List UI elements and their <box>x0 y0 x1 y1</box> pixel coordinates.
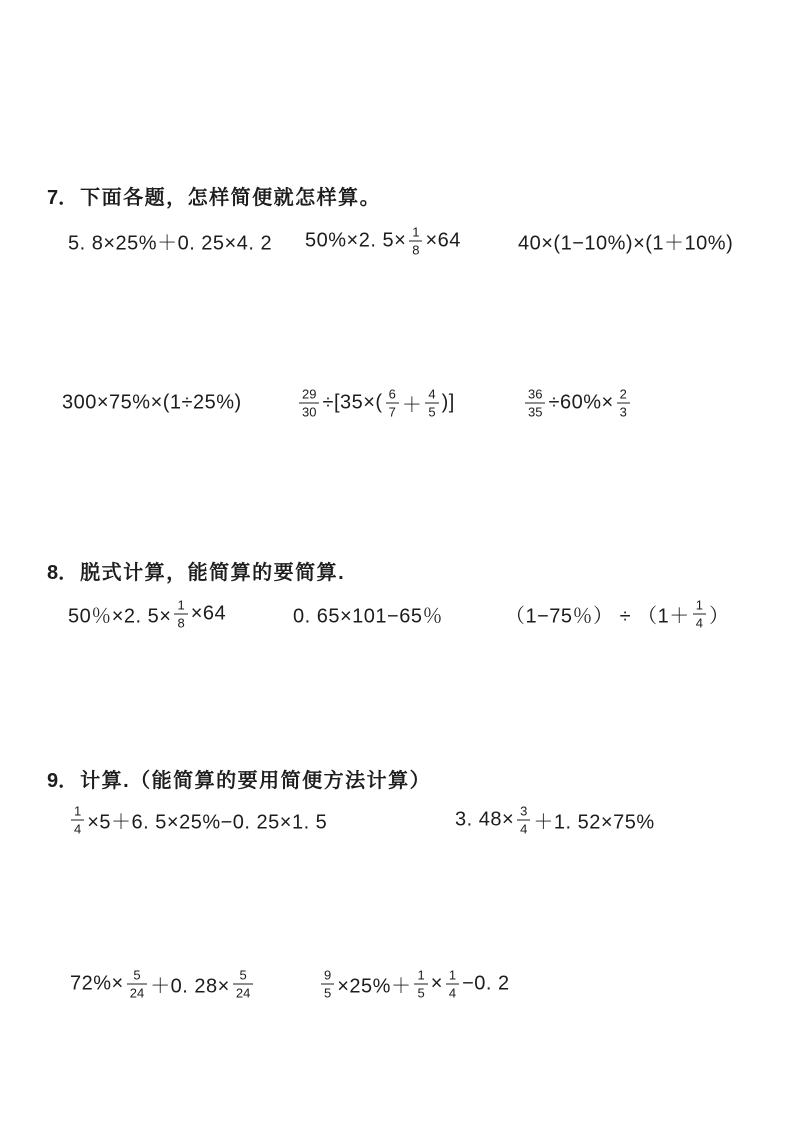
fraction-numerator: 3 <box>520 803 528 819</box>
math-expression <box>293 600 443 629</box>
expression-text: 3. 48× <box>455 808 515 831</box>
math-expression <box>518 227 733 256</box>
fraction-numerator: 1 <box>412 224 420 240</box>
fraction-denominator: 24 <box>127 984 147 1000</box>
fraction-numerator: 9 <box>324 967 332 983</box>
expression-text: ×64 <box>190 602 227 625</box>
fraction-numerator: 6 <box>388 386 396 402</box>
question-9-title: 计算.（能简算的要用简便方法计算） <box>80 770 432 792</box>
fraction-denominator: 5 <box>425 403 438 419</box>
math-expression <box>62 392 242 415</box>
expression-text: ＋0. 28× <box>150 975 230 998</box>
math-expression <box>505 599 730 630</box>
expression-text: ×64 <box>425 229 461 252</box>
fraction <box>425 388 438 419</box>
fraction <box>299 388 319 419</box>
fraction-denominator: 5 <box>321 984 334 1000</box>
expression-text: ） <box>709 605 730 628</box>
fraction-denominator: 4 <box>446 984 459 1000</box>
expression-text: 72%× <box>70 972 124 995</box>
fraction-denominator: 5 <box>414 984 427 1000</box>
expression-text: −0. 2 <box>462 972 510 995</box>
fraction <box>386 388 399 419</box>
fraction-numerator: 5 <box>133 967 141 983</box>
expression-text: 40×(1−10%)×(1＋10%) <box>518 232 734 255</box>
expression-text: （1−75％） ÷ （1＋ <box>505 605 690 628</box>
question-7-heading <box>47 181 381 210</box>
expression-text: ＋ <box>401 394 423 417</box>
fraction <box>174 599 187 630</box>
fraction-denominator: 24 <box>233 984 253 1000</box>
fraction-denominator: 35 <box>525 403 545 419</box>
fraction <box>525 388 545 419</box>
question-8-heading <box>47 556 345 585</box>
fraction <box>517 805 530 836</box>
fraction-denominator: 4 <box>693 614 706 630</box>
fraction <box>233 969 253 1000</box>
fraction-denominator: 30 <box>299 403 319 419</box>
fraction-numerator: 1 <box>695 597 703 613</box>
expression-text: 5. 8×25%＋0. 25×4. 2 <box>68 232 273 255</box>
expression-text: 50％×2. 5× <box>68 605 172 628</box>
fraction <box>127 969 147 1000</box>
question-8-number: 8． <box>47 562 79 584</box>
fraction-denominator: 8 <box>174 614 187 630</box>
fraction <box>446 969 459 1000</box>
fraction-numerator: 1 <box>177 597 185 613</box>
fraction-numerator: 36 <box>528 386 543 402</box>
fraction-denominator: 8 <box>409 241 422 257</box>
expression-text: 50%×2. 5× <box>305 229 407 252</box>
fraction-numerator: 1 <box>448 967 457 983</box>
expression-text: ×25%＋ <box>337 975 412 998</box>
fraction <box>321 969 334 1000</box>
math-expression <box>296 388 455 419</box>
fraction-numerator: 1 <box>74 803 82 819</box>
fraction-denominator: 4 <box>517 820 530 836</box>
expression-text: ＋1. 52×75% <box>533 811 655 834</box>
math-expression <box>305 226 461 257</box>
expression-text: ÷60%× <box>548 391 614 414</box>
math-expression <box>70 969 256 1000</box>
math-expression <box>522 388 633 419</box>
math-expression <box>68 805 327 836</box>
expression-text: × <box>430 972 443 995</box>
question-9-heading <box>47 764 431 793</box>
fraction <box>409 226 422 257</box>
fraction-numerator: 2 <box>619 386 627 402</box>
fraction-numerator: 5 <box>239 967 247 983</box>
fraction <box>693 599 706 630</box>
fraction-denominator: 3 <box>617 403 630 419</box>
fraction-denominator: 7 <box>386 403 399 419</box>
fraction-numerator: 4 <box>428 386 436 402</box>
expression-text: 0. 65×101−65％ <box>293 605 443 628</box>
math-expression <box>68 227 272 256</box>
fraction <box>71 805 84 836</box>
expression-text: ÷[35×( <box>322 391 383 414</box>
fraction-denominator: 4 <box>71 820 84 836</box>
question-7-number: 7． <box>47 187 79 209</box>
math-expression <box>455 805 655 836</box>
expression-text: ×5＋6. 5×25%−0. 25×1. 5 <box>87 811 328 834</box>
fraction <box>617 388 630 419</box>
question-9-number: 9． <box>47 770 79 792</box>
fraction-numerator: 29 <box>302 386 317 402</box>
fraction-numerator: 1 <box>417 967 425 983</box>
question-8-title: 脱式计算，能简算的要简算. <box>80 562 346 584</box>
expression-text: 300×75%×(1÷25%) <box>62 391 242 414</box>
math-expression <box>68 599 226 630</box>
math-expression <box>318 969 510 1000</box>
expression-text: )] <box>441 391 455 414</box>
fraction <box>414 969 427 1000</box>
question-7-title: 下面各题，怎样简便就怎样算。 <box>80 187 382 209</box>
